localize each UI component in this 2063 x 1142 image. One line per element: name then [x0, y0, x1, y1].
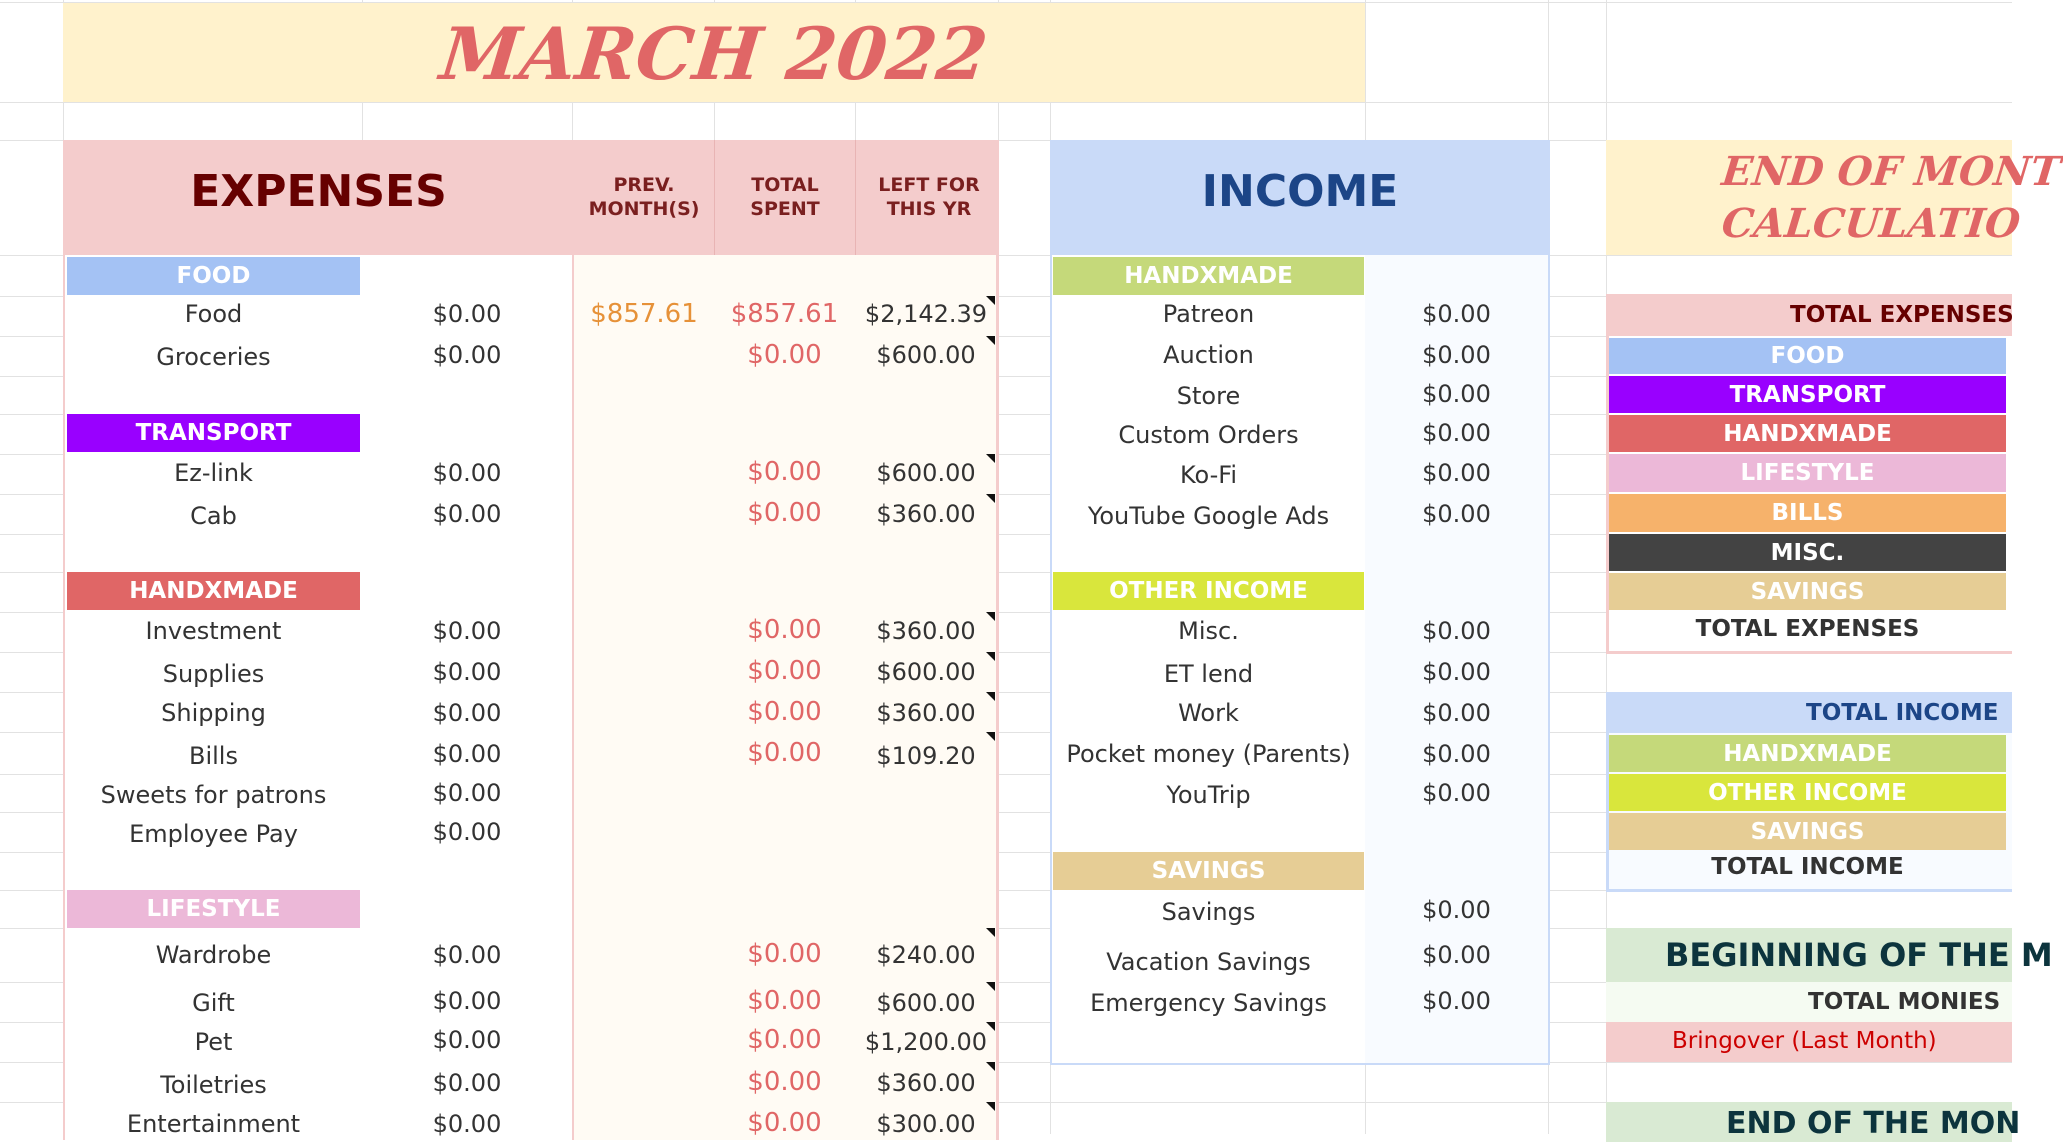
income-amount-vacation-savings[interactable]: $0.00	[1422, 941, 1491, 969]
expense-label-bills: Bills	[189, 742, 238, 770]
column-header-prev-months: PREV. MONTH(S)	[588, 174, 700, 220]
expense-amount-groceries[interactable]: $0.00	[432, 341, 502, 369]
expense-total-food: $857.61	[730, 299, 839, 329]
category-lifestyle[interactable]: LIFESTYLE	[67, 890, 360, 928]
income-amount-et-lend[interactable]: $0.00	[1422, 658, 1491, 686]
expense-label-cab: Cab	[190, 502, 237, 530]
income-amount-kofi[interactable]: $0.00	[1422, 459, 1491, 487]
summary-transport: TRANSPORT	[1609, 376, 2006, 413]
income-category-other[interactable]: OTHER INCOME	[1053, 572, 1364, 610]
income-amount-store[interactable]: $0.00	[1422, 380, 1491, 408]
summary-title-line1: END OF MONT	[1719, 148, 2063, 195]
income-amount-youtube[interactable]: $0.00	[1422, 500, 1491, 528]
expense-label-employee-pay: Employee Pay	[129, 820, 298, 848]
expense-left-shipping: $360.00	[876, 699, 976, 727]
income-category-handxmade[interactable]: HANDXMADE	[1053, 257, 1364, 295]
total-expenses-footer: TOTAL EXPENSES	[1695, 616, 1920, 642]
expense-total-investment: $0.00	[747, 615, 822, 645]
expense-left-ezlink: $600.00	[876, 459, 976, 487]
income-label-et-lend: ET lend	[1163, 660, 1254, 688]
expense-amount-entertainment[interactable]: $0.00	[432, 1110, 502, 1138]
note-marker[interactable]	[986, 296, 995, 305]
summary-misc: MISC.	[1609, 534, 2006, 571]
expense-left-cab: $360.00	[876, 500, 976, 528]
summary-income-handxmade: HANDXMADE	[1609, 735, 2006, 772]
expense-total-bills: $0.00	[747, 738, 822, 768]
expense-total-entertainment: $0.00	[747, 1108, 822, 1138]
income-amount-work[interactable]: $0.00	[1422, 699, 1491, 727]
note-marker[interactable]	[986, 454, 995, 463]
note-marker[interactable]	[986, 336, 995, 345]
expense-amount-shipping[interactable]: $0.00	[432, 699, 502, 727]
expense-total-supplies: $0.00	[747, 656, 822, 686]
summary-savings: SAVINGS	[1609, 573, 2006, 610]
category-transport[interactable]: TRANSPORT	[67, 414, 360, 452]
income-amount-pocket-money[interactable]: $0.00	[1422, 740, 1491, 768]
income-label-youtube: YouTube Google Ads	[1087, 502, 1330, 530]
note-marker[interactable]	[986, 494, 995, 503]
income-category-savings[interactable]: SAVINGS	[1053, 852, 1364, 890]
note-marker[interactable]	[986, 982, 995, 991]
income-label-youtrip: YouTrip	[1166, 781, 1251, 809]
expense-left-bills: $109.20	[876, 742, 976, 770]
expense-total-toiletries: $0.00	[747, 1067, 822, 1097]
bringover-label[interactable]: Bringover (Last Month)	[1672, 1028, 1937, 1054]
note-marker[interactable]	[986, 1062, 995, 1071]
income-amount-misc[interactable]: $0.00	[1422, 617, 1491, 645]
expense-label-ezlink: Ez-link	[174, 459, 253, 487]
expense-amount-bills[interactable]: $0.00	[432, 740, 502, 768]
expense-total-wardrobe: $0.00	[747, 939, 822, 969]
expense-left-groceries: $600.00	[876, 341, 976, 369]
income-label-store: Store	[1176, 382, 1241, 410]
income-label-vacation-savings: Vacation Savings	[1106, 948, 1311, 976]
expense-left-toiletries: $360.00	[876, 1069, 976, 1097]
total-income-footer: TOTAL INCOME	[1711, 854, 1904, 880]
note-marker[interactable]	[986, 1102, 995, 1111]
expense-total-pet: $0.00	[747, 1025, 822, 1055]
expenses-heading: EXPENSES	[190, 166, 447, 217]
note-marker[interactable]	[986, 928, 995, 937]
total-income-header: TOTAL INCOME	[1806, 700, 1999, 726]
column-header-total-spent: TOTAL SPENT	[750, 174, 820, 220]
expense-amount-gift[interactable]: $0.00	[432, 987, 502, 1015]
expense-total-ezlink: $0.00	[747, 457, 822, 487]
expense-amount-sweets[interactable]: $0.00	[432, 779, 502, 807]
expense-amount-investment[interactable]: $0.00	[432, 617, 502, 645]
expense-amount-ezlink[interactable]: $0.00	[432, 459, 502, 487]
total-monies-label: TOTAL MONIES	[1808, 989, 2001, 1015]
income-label-kofi: Ko-Fi	[1179, 461, 1238, 489]
summary-income-other: OTHER INCOME	[1609, 774, 2006, 811]
income-label-custom-orders: Custom Orders	[1118, 421, 1299, 449]
expense-label-investment: Investment	[145, 617, 282, 645]
expense-label-shipping: Shipping	[161, 699, 266, 727]
expense-label-gift: Gift	[192, 989, 235, 1017]
expense-left-wardrobe: $240.00	[876, 941, 976, 969]
total-expenses-header: TOTAL EXPENSES	[1790, 302, 2014, 328]
expense-total-shipping: $0.00	[747, 697, 822, 727]
income-heading: INCOME	[1201, 166, 1399, 217]
expense-prev-food: $857.61	[590, 299, 698, 329]
expense-label-groceries: Groceries	[156, 343, 271, 371]
expense-amount-pet[interactable]: $0.00	[432, 1026, 502, 1054]
expense-left-supplies: $600.00	[876, 658, 976, 686]
summary-title-line2: CALCULATIO	[1719, 200, 2023, 247]
income-label-auction: Auction	[1163, 341, 1254, 369]
note-marker[interactable]	[986, 1022, 995, 1031]
expense-amount-employee-pay[interactable]: $0.00	[432, 818, 502, 846]
expense-amount-food[interactable]: $0.00	[432, 300, 502, 328]
month-title: MARCH 2022	[436, 11, 992, 96]
expense-amount-wardrobe[interactable]: $0.00	[432, 941, 502, 969]
expense-label-wardrobe: Wardrobe	[155, 941, 272, 969]
expense-left-gift: $600.00	[876, 989, 976, 1017]
category-food[interactable]: FOOD	[67, 257, 360, 295]
expense-left-entertainment: $300.00	[876, 1110, 976, 1138]
income-label-patreon: Patreon	[1162, 300, 1255, 328]
note-marker[interactable]	[986, 732, 995, 741]
income-label-work: Work	[1178, 699, 1239, 727]
income-amount-patreon[interactable]: $0.00	[1422, 300, 1491, 328]
expense-label-entertainment: Entertainment	[126, 1110, 301, 1138]
beginning-header: BEGINNING OF THE M	[1665, 936, 2053, 974]
summary-handxmade: HANDXMADE	[1609, 415, 2006, 452]
expense-total-groceries: $0.00	[747, 340, 822, 370]
expense-left-pet: $1,200.00	[864, 1028, 988, 1056]
expense-left-investment: $360.00	[876, 617, 976, 645]
income-label-pocket-money: Pocket money (Parents)	[1066, 740, 1351, 768]
summary-income-savings: SAVINGS	[1609, 813, 2006, 850]
expense-amount-toiletries[interactable]: $0.00	[432, 1069, 502, 1097]
income-amount-youtrip[interactable]: $0.00	[1422, 779, 1491, 807]
summary-bills: BILLS	[1609, 494, 2006, 532]
note-marker[interactable]	[986, 612, 995, 621]
income-amount-auction[interactable]: $0.00	[1422, 341, 1491, 369]
income-label-savings: Savings	[1161, 898, 1256, 926]
income-label-emergency-savings: Emergency Savings	[1090, 989, 1327, 1017]
expense-label-food: Food	[184, 300, 243, 328]
expense-total-gift: $0.00	[747, 986, 822, 1016]
income-amount-custom-orders[interactable]: $0.00	[1422, 419, 1491, 447]
expense-left-food: $2,142.39	[864, 300, 988, 328]
expense-total-cab: $0.00	[747, 498, 822, 528]
expense-amount-cab[interactable]: $0.00	[432, 500, 502, 528]
summary-food: FOOD	[1609, 338, 2006, 374]
expense-label-sweets: Sweets for patrons	[100, 781, 327, 809]
summary-lifestyle: LIFESTYLE	[1609, 454, 2006, 492]
income-amount-savings[interactable]: $0.00	[1422, 896, 1491, 924]
income-amount-emergency-savings[interactable]: $0.00	[1422, 987, 1491, 1015]
column-header-left-for-year: LEFT FOR THIS YR	[878, 174, 980, 220]
note-marker[interactable]	[986, 692, 995, 701]
expense-label-toiletries: Toiletries	[160, 1071, 267, 1099]
income-label-col-bg	[1052, 255, 1365, 1063]
category-handxmade[interactable]: HANDXMADE	[67, 572, 360, 610]
expense-amount-supplies[interactable]: $0.00	[432, 658, 502, 686]
expense-label-supplies: Supplies	[162, 660, 265, 688]
income-label-misc: Misc.	[1178, 617, 1239, 645]
expenses-header-divider	[572, 140, 574, 1140]
expense-label-pet: Pet	[194, 1028, 233, 1056]
note-marker[interactable]	[986, 652, 995, 661]
end-header: END OF THE MON	[1726, 1106, 2021, 1141]
